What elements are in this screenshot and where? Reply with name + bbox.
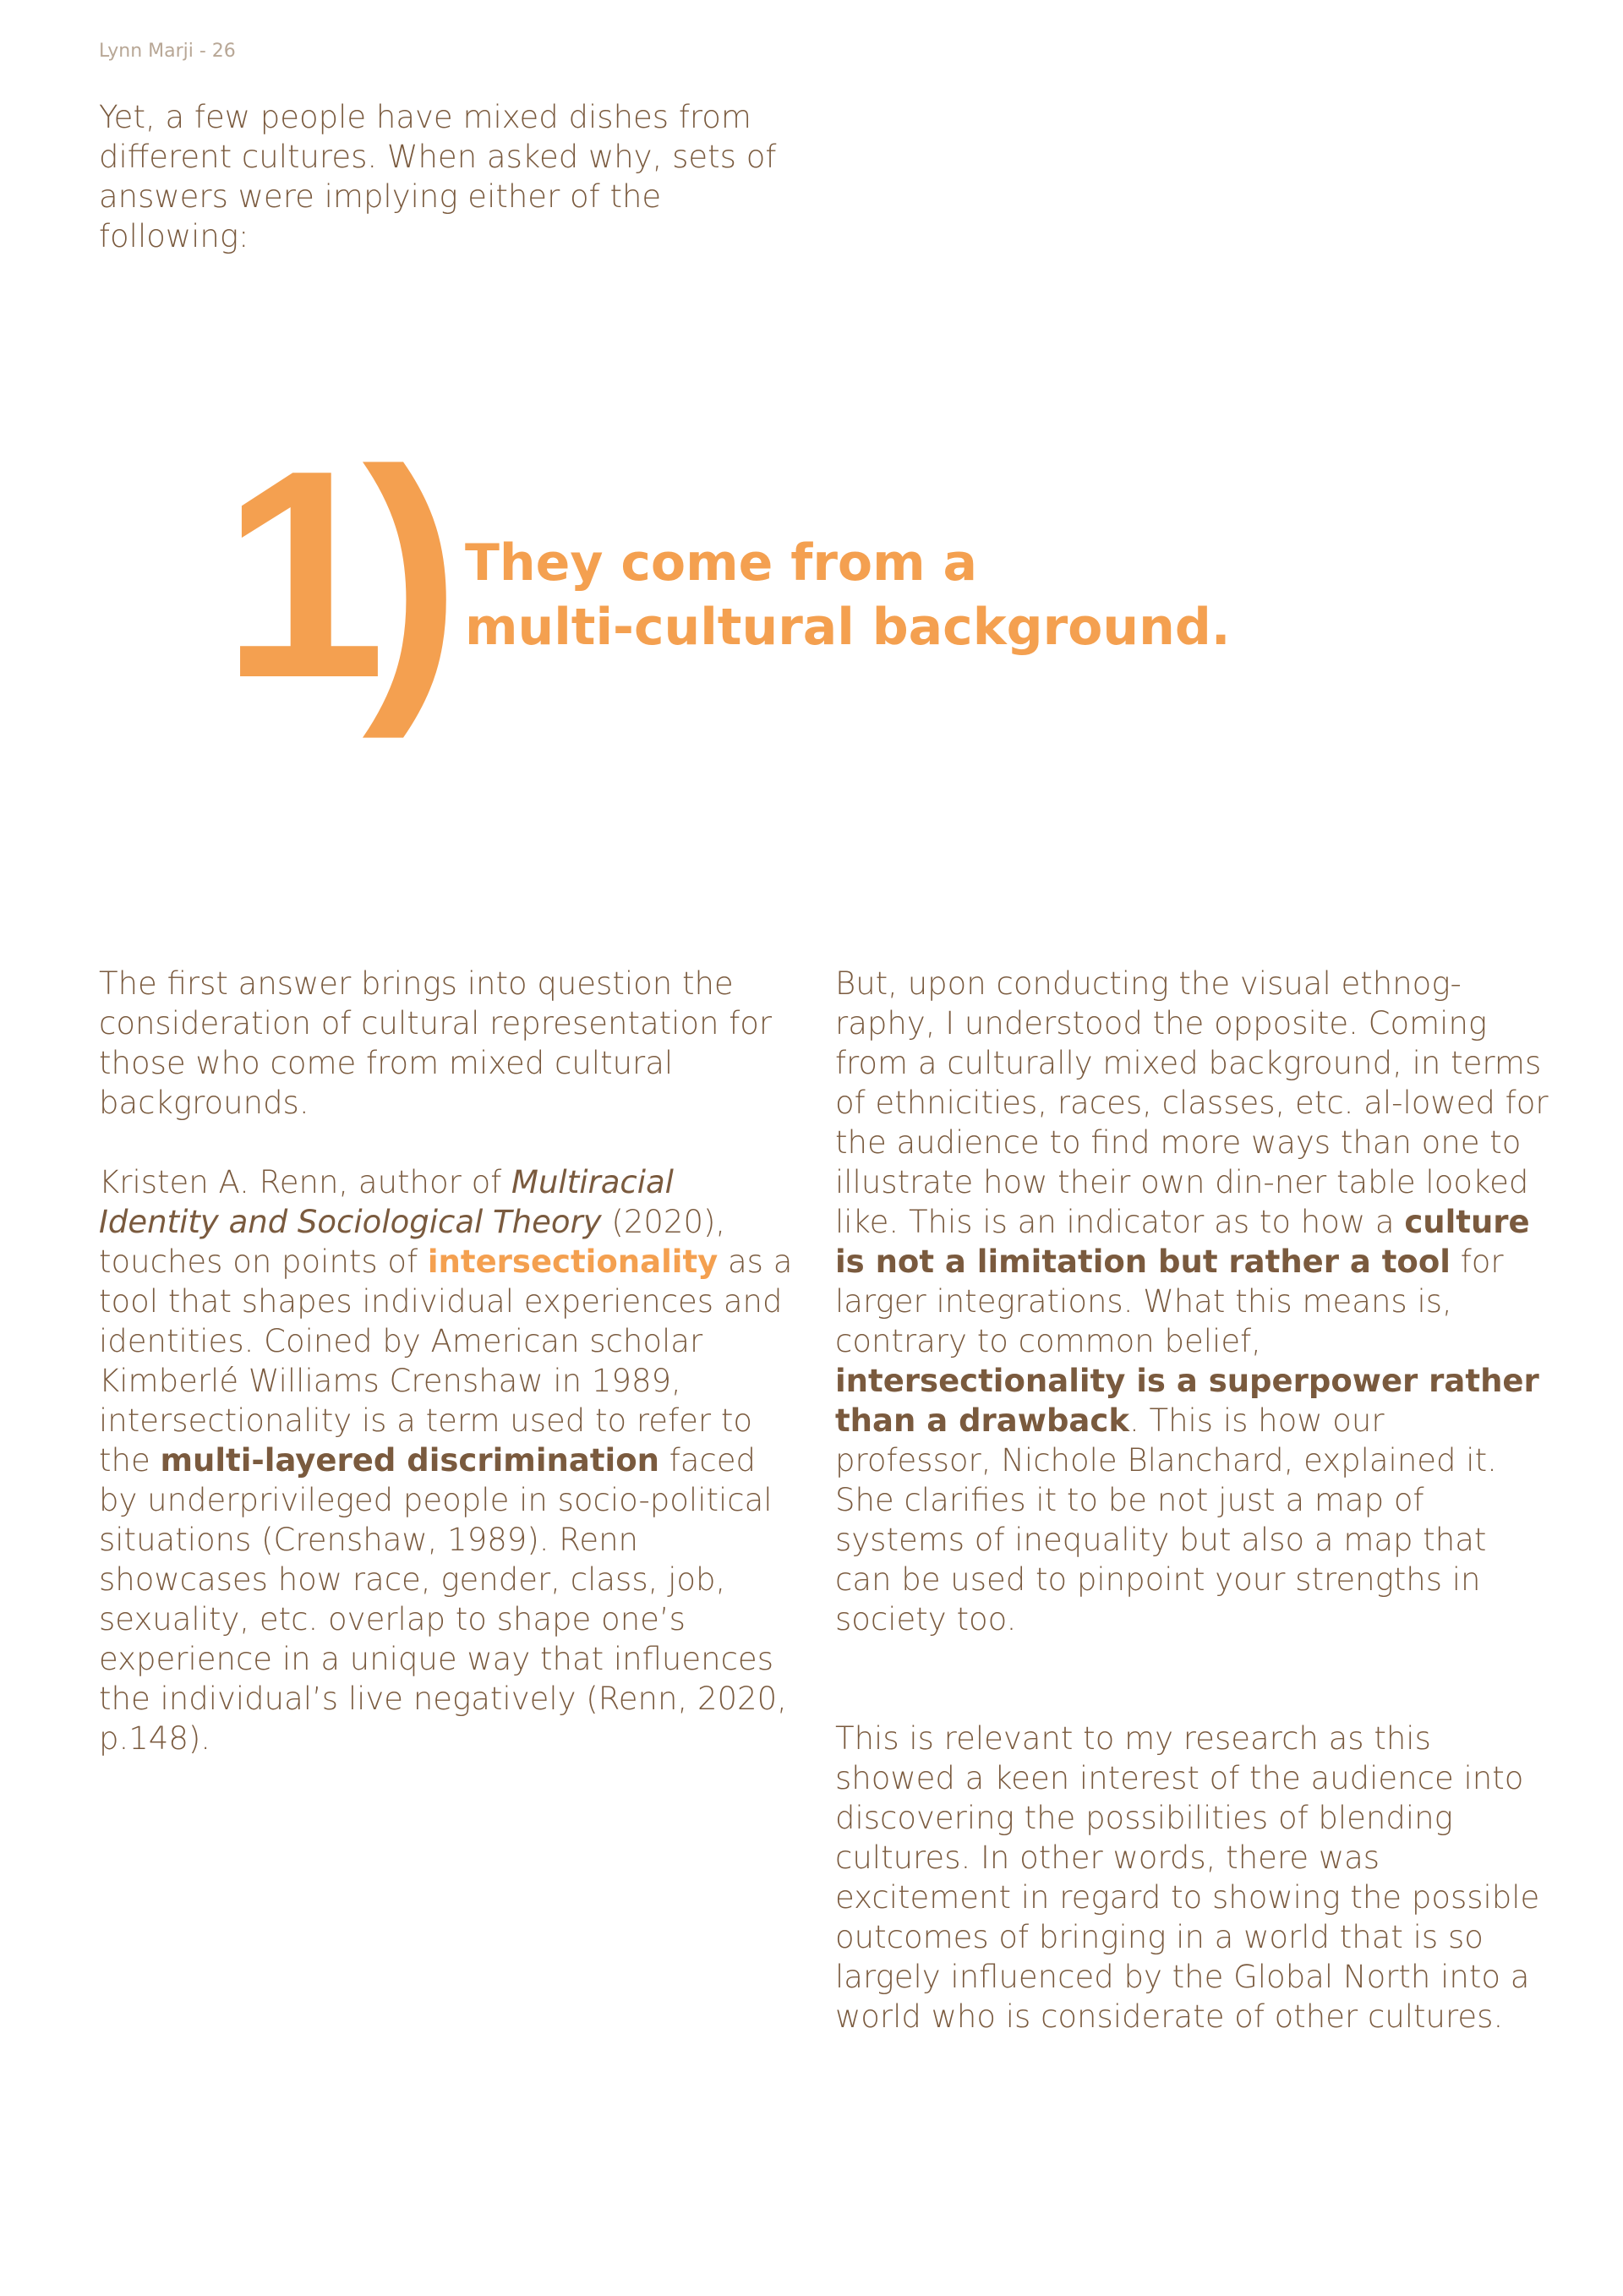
intersectionality-highlight: intersectionality xyxy=(427,1244,719,1280)
book-title: Multiracial Identity and Sociological Theory xyxy=(99,1164,674,1240)
text-run: . This is how our professor, Nichole Blanchard, explained it. She clarifies it to be not just a map of systems of inequality but also a map that can be used to pinpoint your strengths in society too. xyxy=(835,1402,1497,1637)
text-run: for larger integrations. What this means is, contrary to common belief, xyxy=(835,1244,1504,1359)
text-run: (2020), touches on points of xyxy=(99,1204,726,1280)
point-number: 1) xyxy=(221,409,438,740)
point-heading xyxy=(465,531,1437,659)
bold-phrase: multi-layered discrimination xyxy=(160,1442,659,1479)
text-run: Kristen A. Renn, author of xyxy=(99,1164,512,1200)
bold-phrase: culture is not a limitation but rather a tool xyxy=(835,1204,1530,1280)
left-paragraph-1: The first answer brings into question the consideration of cultural representation for those who come from mixed cultural backgrounds. xyxy=(99,965,773,1121)
page-header: Lynn Marji - 26 xyxy=(99,41,236,62)
right-column xyxy=(835,964,1549,2036)
point-heading-line1: They come from a xyxy=(465,533,978,593)
right-paragraph-2: This is relevant to my research as this showed a keen interest of the audience into discovering the possibilities of blending cultures. In other words, there was excitement in regard to showing the possible outcomes of bringing in a world that is so largely influenced by the Global North into a world who is considerate of other cultures. xyxy=(835,1720,1540,2035)
text-run: as a tool that shapes individual experiences and identities. Coined by American scholar Kimberlé Williams Crenshaw in 1989, intersectionality is a term used to refer to the xyxy=(99,1244,793,1479)
left-column xyxy=(99,964,801,1758)
right-paragraph-1 xyxy=(835,964,1549,1639)
intro-paragraph: Yet, a few people have mixed dishes from different cultures. When asked why, sets of answers were implying either of the following: xyxy=(99,99,777,254)
text-run: But, upon conducting the visual ethnog-raphy, I understood the opposite. Coming from a culturally mixed background, in terms of ethnicities, races, classes, etc. al-lowed for the audience to find more ways than one to illustrate how their own din-ner table looked like. This is an indicator as to how a xyxy=(835,965,1549,1240)
point-heading-line2: multi-cultural background. xyxy=(465,598,1231,657)
left-paragraph-2 xyxy=(99,1162,801,1758)
text-run: faced by underprivileged people in socio-political situations (Crenshaw, 1989). Renn showcases how race, gender, class, job, sexuality, etc. overlap to shape one’s experience in a unique way that influences the individual’s live negatively (Renn, 2020, p.148). xyxy=(99,1442,787,1757)
bold-phrase: intersectionality is a superpower rather than a drawback xyxy=(835,1363,1539,1439)
